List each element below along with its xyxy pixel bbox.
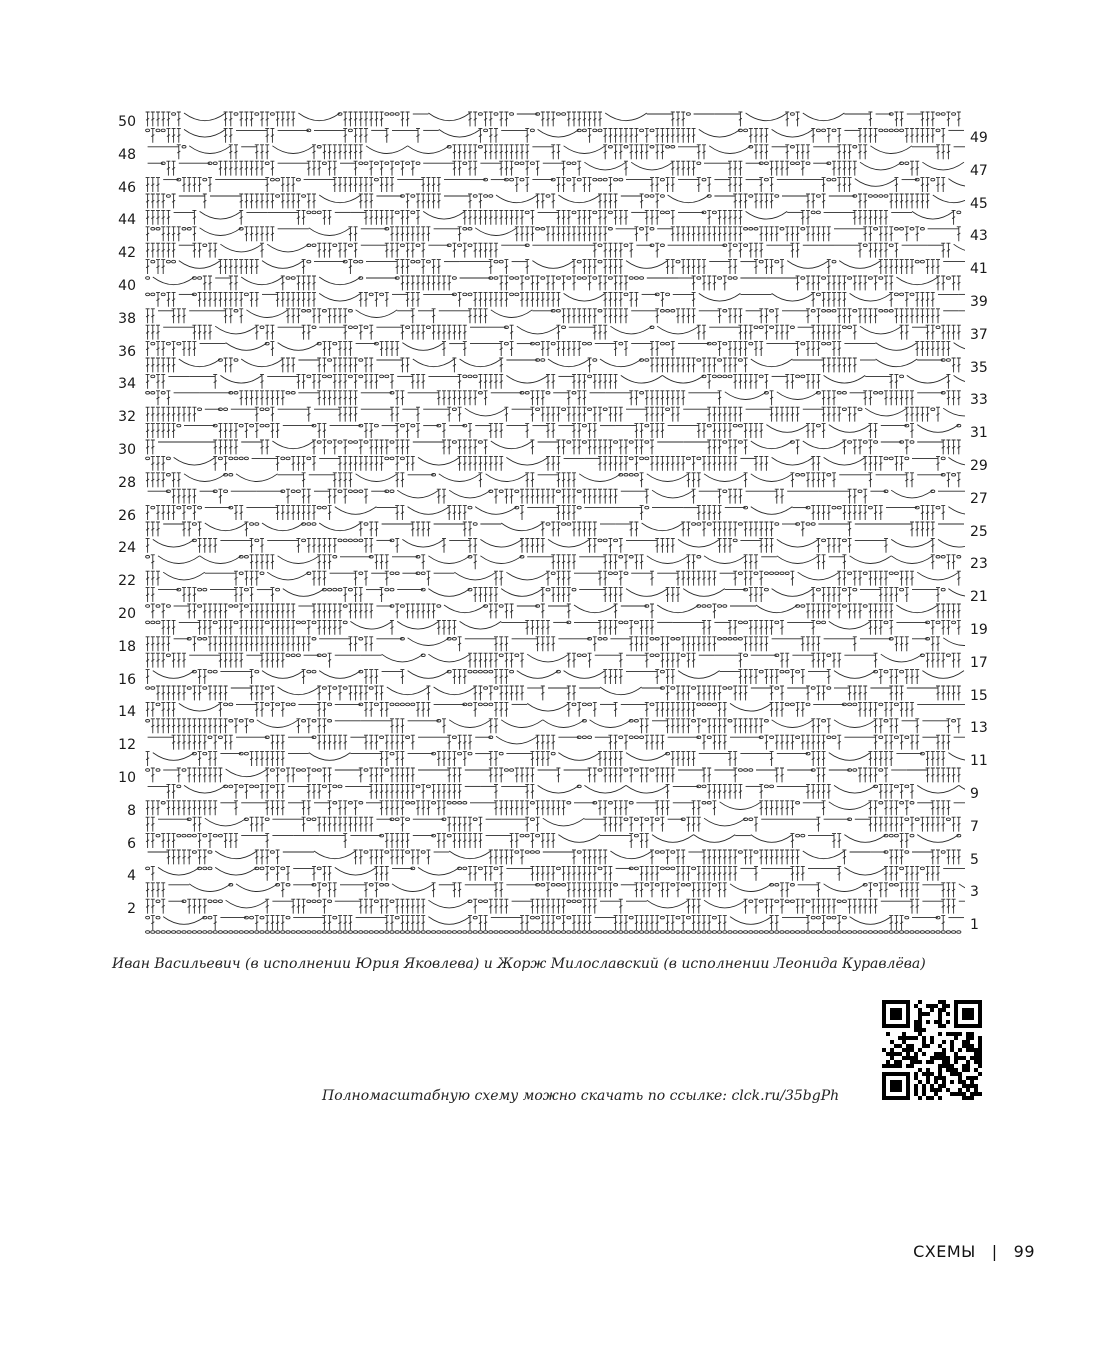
row-number: 3: [970, 884, 979, 901]
row-number: 27: [970, 490, 988, 507]
row-number: 16: [118, 671, 136, 688]
row-number: 11: [970, 753, 988, 770]
row-number: 17: [970, 654, 988, 671]
row-number: 41: [970, 261, 988, 278]
row-number: 28: [118, 474, 136, 491]
row-number: 30: [118, 442, 136, 458]
section-title: СХЕМЫ: [913, 1242, 976, 1261]
page-footer: [913, 1242, 1035, 1261]
row-number: 31: [970, 425, 988, 442]
row-number: 6: [127, 835, 136, 852]
row-number: 29: [970, 458, 988, 474]
row-number: 18: [118, 638, 136, 655]
row-number: 42: [118, 245, 136, 262]
row-number: 32: [118, 409, 136, 426]
row-numbers-left: [110, 108, 144, 944]
footer-separator: |: [991, 1242, 998, 1261]
row-number: 40: [118, 278, 136, 294]
row-number: 36: [118, 343, 136, 360]
page-number: 99: [1013, 1242, 1035, 1261]
row-number: 9: [970, 786, 979, 802]
row-number: 47: [970, 162, 988, 179]
download-link-text[interactable]: Полномасштабную схему можно скачать по ссылке: clck.ru/35bgPh: [322, 1088, 840, 1104]
row-number: 46: [118, 179, 136, 196]
row-number: 8: [127, 802, 136, 819]
row-number: 23: [970, 556, 988, 573]
row-number: 45: [970, 195, 988, 212]
row-number: 19: [970, 622, 988, 638]
row-number: 20: [118, 606, 136, 622]
row-number: 15: [970, 687, 988, 704]
qr-code-icon[interactable]: [882, 1000, 982, 1100]
row-number: 34: [118, 376, 136, 393]
row-number: 26: [118, 507, 136, 524]
row-number: 43: [970, 228, 988, 245]
row-number: 33: [970, 392, 988, 409]
row-number: 38: [118, 310, 136, 327]
row-number: 50: [118, 114, 136, 130]
row-number: 21: [970, 589, 988, 606]
row-numbers-right: [966, 108, 1000, 944]
row-number: 5: [970, 851, 979, 868]
chart-caption: Иван Васильевич (в исполнении Юрия Яковлева) и Жорж Милославский (в исполнении Леонида Куравлёва): [112, 956, 926, 972]
row-number: 44: [118, 212, 136, 229]
row-number: 12: [118, 737, 136, 754]
row-number: 2: [127, 901, 136, 918]
row-number: 4: [127, 868, 136, 885]
row-number: 48: [118, 146, 136, 163]
row-number: 22: [118, 573, 136, 590]
row-number: 35: [970, 359, 988, 376]
row-number: 24: [118, 540, 136, 557]
row-number: 7: [970, 818, 979, 835]
row-number: 39: [970, 294, 988, 310]
row-number: 49: [970, 130, 988, 146]
row-number: 25: [970, 523, 988, 540]
row-number: 13: [970, 720, 988, 737]
row-number: 14: [118, 704, 136, 721]
row-number: 1: [970, 917, 979, 934]
row-number: 37: [970, 326, 988, 343]
crochet-stitch-grid: [145, 110, 965, 940]
row-number: 10: [118, 770, 136, 786]
